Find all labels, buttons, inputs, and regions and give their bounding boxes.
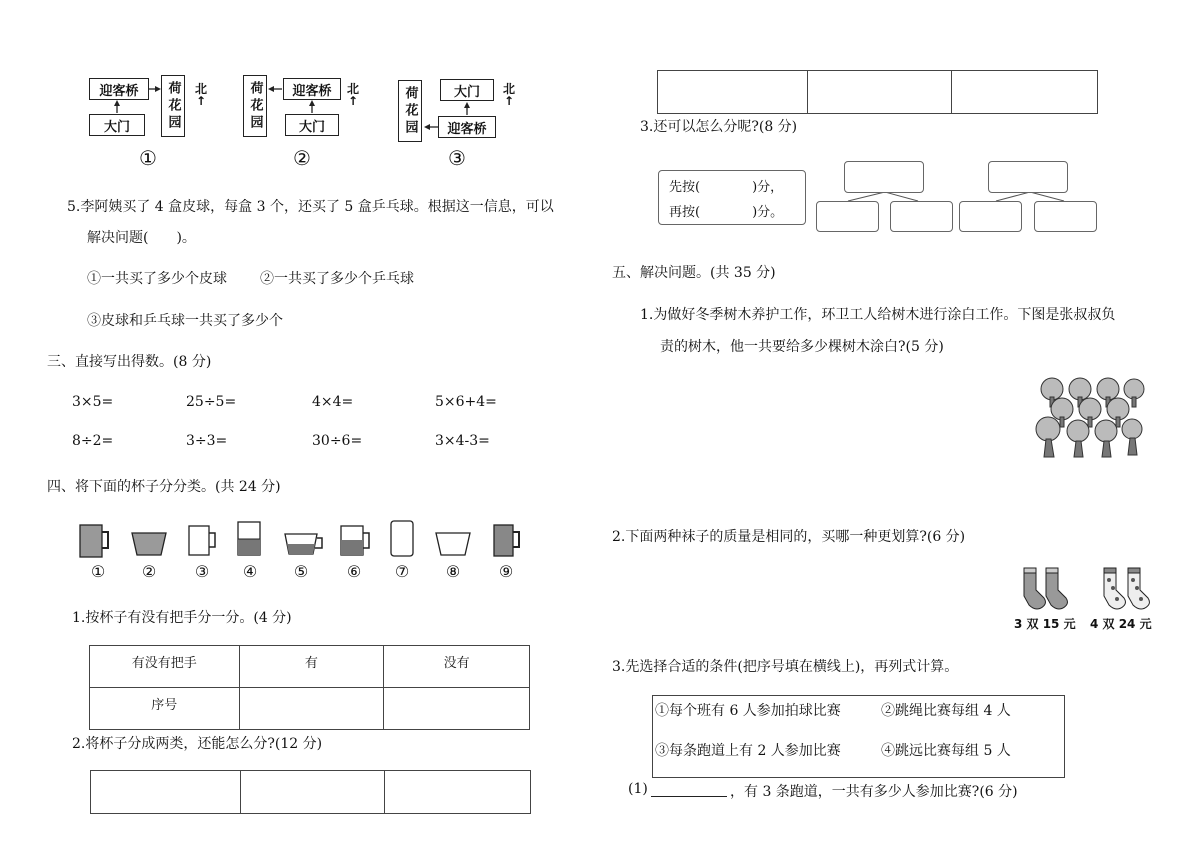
answer-cell[interactable]	[240, 771, 385, 814]
sock-price-a: 3 双 15 元	[1014, 617, 1076, 631]
table-header: 有没有把手	[90, 646, 240, 688]
gate-box: 大门	[285, 114, 339, 136]
bridge-box: 迎客桥	[283, 78, 341, 100]
s5-q3: 3.先选择合适的条件(把序号填在横线上)，再列式计算。	[612, 659, 959, 675]
handle-table	[89, 645, 530, 730]
calc-item: 3×4-3=	[435, 433, 490, 449]
north-arrow-icon: ↑	[195, 94, 207, 108]
cup-label: ②	[141, 562, 157, 581]
condition-3: ③每条跑道上有 2 人参加比赛	[655, 743, 841, 759]
answer-cell[interactable]	[239, 688, 384, 730]
calc-item: 3×5=	[72, 394, 114, 410]
section-4-title: 四、将下面的杯子分分类。(共 24 分)	[47, 479, 281, 495]
calc-item: 25÷5=	[186, 394, 237, 410]
condition-1: ①每个班有 6 人参加拍球比赛	[655, 703, 841, 719]
answer-cell[interactable]	[952, 71, 1098, 114]
calc-item: 5×6+4=	[435, 394, 497, 410]
conditions-box	[652, 695, 1065, 778]
answer-cell[interactable]	[385, 771, 531, 814]
section-5-title: 五、解决问题。(共 35 分)	[612, 265, 776, 281]
classify-criteria-box	[658, 170, 806, 225]
cup-label: ①	[90, 562, 106, 581]
garden-box: 荷花园	[398, 80, 422, 142]
cup-3-icon	[186, 524, 220, 558]
calc-item: 8÷2=	[72, 433, 114, 449]
garden-box: 荷花园	[161, 75, 185, 137]
cup-label: ③	[194, 562, 210, 581]
tree-leaf-box[interactable]	[1034, 201, 1097, 232]
tree-root-box[interactable]	[844, 161, 924, 193]
cup-8-icon	[434, 530, 474, 558]
answer-blank[interactable]	[651, 796, 727, 797]
calc-item: 4×4=	[312, 394, 354, 410]
s4-q3: 3.还可以怎么分呢?(8 分)	[640, 119, 798, 135]
cup-7-icon	[388, 519, 418, 559]
north-arrow-icon: ↑	[503, 94, 515, 108]
s4-q2: 2.将杯子分成两类，还能怎么分?(12 分)	[72, 736, 323, 752]
tree-leaf-box[interactable]	[959, 201, 1022, 232]
q5-line2: 解决问题( )。	[87, 230, 196, 246]
calc-item: 3÷3=	[186, 433, 228, 449]
bridge-box: 迎客桥	[438, 116, 496, 138]
answer-cell[interactable]	[91, 771, 241, 814]
garden-box: 荷花园	[243, 75, 267, 137]
cup-label: ⑥	[346, 562, 362, 581]
gate-box: 大门	[440, 79, 494, 101]
condition-2: ②跳绳比赛每组 4 人	[881, 703, 1011, 719]
cup-5-icon	[283, 532, 325, 558]
q5-option-2: ②一共买了多少个乒乓球	[260, 271, 414, 287]
top-answer-table	[657, 70, 1098, 114]
cup-1-icon	[76, 522, 112, 560]
cup-6-icon	[338, 524, 374, 558]
answer-cell[interactable]	[658, 71, 808, 114]
tree-leaf-box[interactable]	[816, 201, 879, 232]
s5-q2: 2.下面两种袜子的质量是相同的，买哪一种更划算?(6 分)	[612, 529, 966, 545]
cup-label: ⑨	[498, 562, 514, 581]
s5-q3-sub1-text: ，有 3 条跑道，一共有多少人参加比赛?(6 分)	[730, 784, 1018, 800]
north-label: 北	[502, 82, 515, 96]
table-header: 有	[239, 646, 384, 688]
trees-image	[1030, 373, 1150, 461]
s5-q1-line1: 1.为做好冬季树木养护工作，环卫工人给树木进行涂白工作。下图是张叔叔负	[640, 307, 1116, 323]
cup-2-icon	[130, 530, 170, 558]
north-label: 北	[346, 82, 359, 96]
q5-option-1: ①一共买了多少个皮球	[87, 271, 227, 287]
condition-4: ④跳远比赛每组 5 人	[881, 743, 1011, 759]
diagram-label-3: ③	[448, 146, 466, 170]
two-category-table	[90, 770, 531, 814]
north-label: 北	[194, 82, 207, 96]
q5-option-3: ③皮球和乒乓球一共买了多少个	[87, 313, 283, 329]
s5-q3-sub1-prefix: (1)	[628, 781, 648, 797]
bridge-box: 迎客桥	[89, 78, 149, 100]
diagram-label-2: ②	[293, 146, 311, 170]
section-3-title: 三、直接写出得数。(8 分)	[47, 354, 212, 370]
cup-9-icon	[491, 523, 525, 559]
calc-item: 30÷6=	[312, 433, 363, 449]
socks-image	[1018, 566, 1158, 614]
answer-cell[interactable]	[384, 688, 530, 730]
first-by-label: 先按( )分，	[669, 180, 784, 195]
answer-cell[interactable]	[807, 71, 952, 114]
q5-line1: 5.李阿姨买了 4 盒皮球，每盒 3 个，还买了 5 盒乒乓球。根据这一信息，可以	[67, 199, 554, 215]
tree-leaf-box[interactable]	[890, 201, 953, 232]
then-by-label: 再按( )分。	[669, 205, 784, 220]
cup-label: ⑤	[293, 562, 309, 581]
diagram-label-1: ①	[139, 146, 157, 170]
s5-q1-line2: 责的树木，他一共要给多少棵树木涂白?(5 分)	[660, 339, 944, 355]
cup-4-icon	[235, 520, 269, 558]
north-arrow-icon: ↑	[347, 94, 359, 108]
cup-label: ④	[242, 562, 258, 581]
gate-box: 大门	[89, 114, 145, 136]
diagram-3-arrows	[418, 75, 508, 140]
diagram-2-arrows	[262, 75, 352, 140]
s4-q1: 1.按杯子有没有把手分一分。(4 分)	[72, 610, 292, 626]
cup-label: ⑦	[394, 562, 410, 581]
tree-root-box[interactable]	[988, 161, 1068, 193]
table-header: 没有	[384, 646, 530, 688]
sock-price-b: 4 双 24 元	[1090, 617, 1152, 631]
cup-label: ⑧	[445, 562, 461, 581]
table-row-label: 序号	[90, 688, 240, 730]
diagram-1-arrows	[85, 75, 195, 140]
